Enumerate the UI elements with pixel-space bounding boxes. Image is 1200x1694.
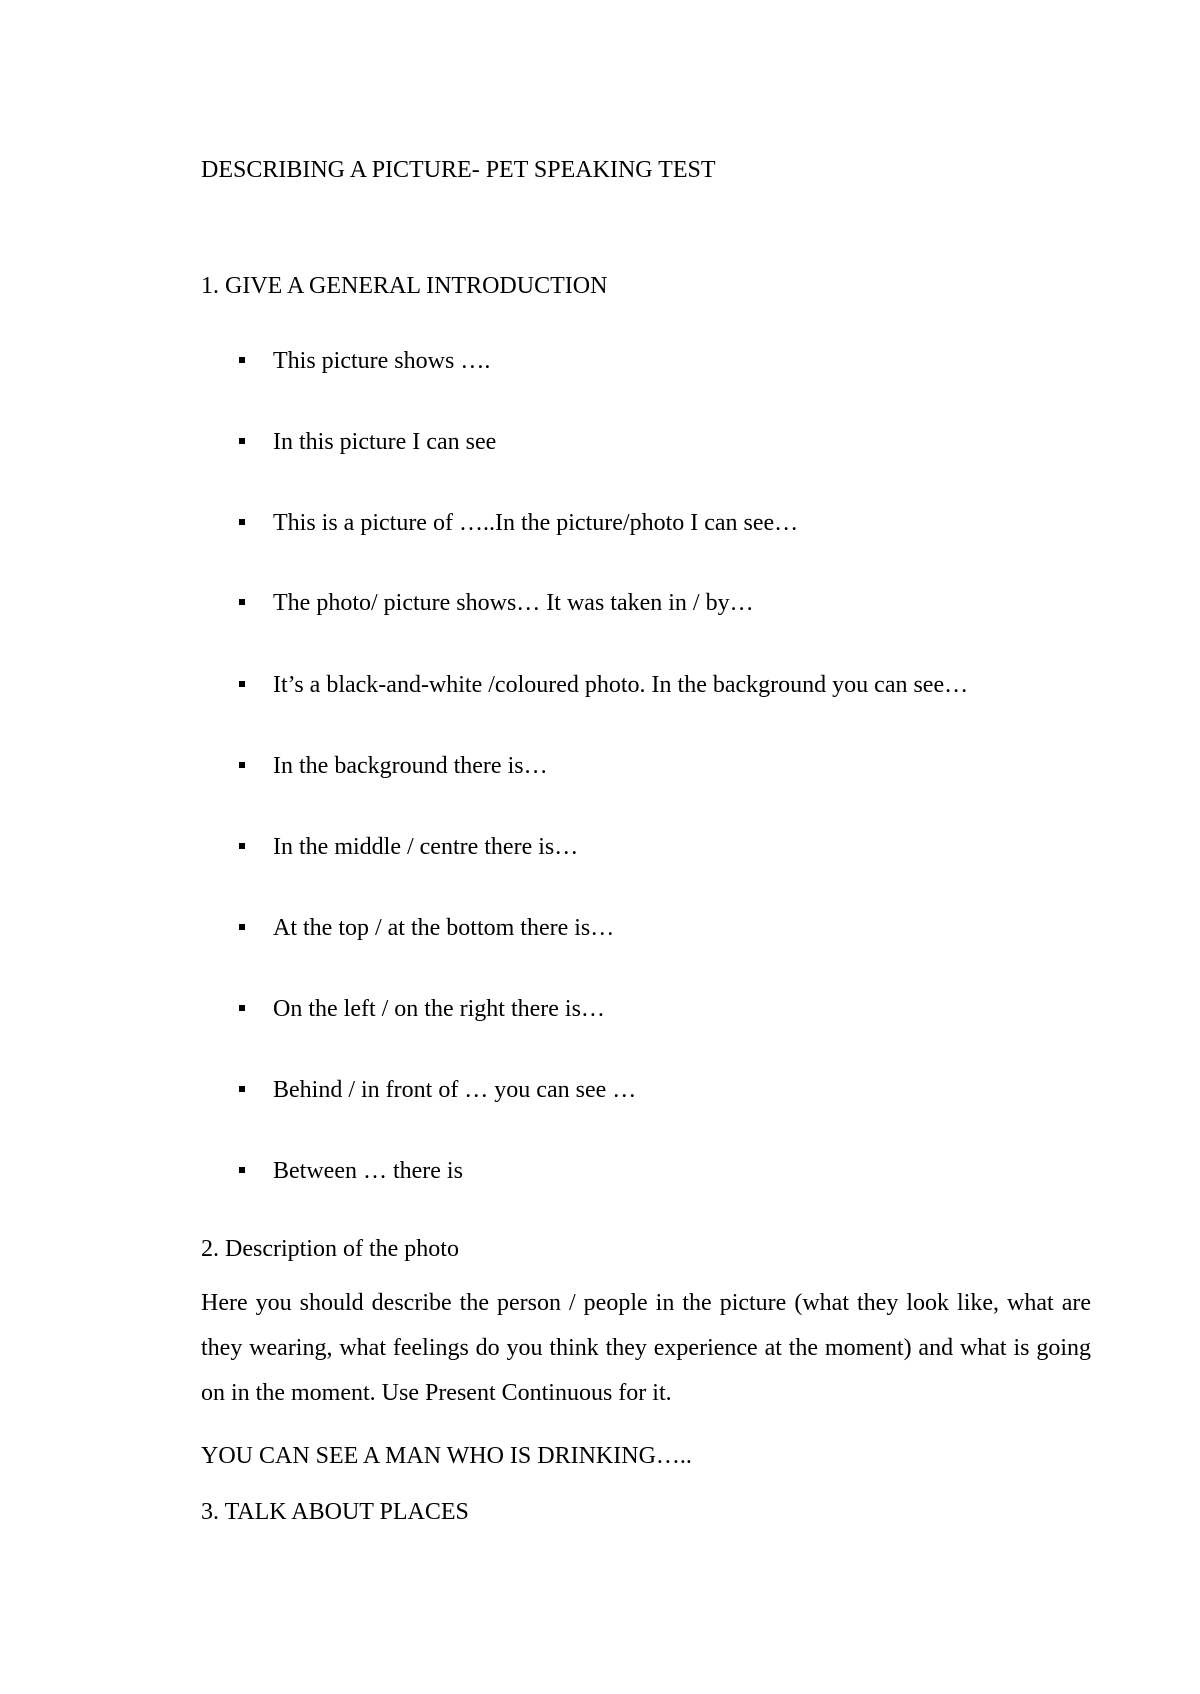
list-item-text: On the left / on the right there is… xyxy=(273,996,605,1022)
square-bullet-icon xyxy=(239,1005,245,1011)
square-bullet-icon xyxy=(239,924,245,930)
list-item xyxy=(0,346,1200,376)
document-title: DESCRIBING A PICTURE- PET SPEAKING TEST xyxy=(201,157,716,183)
section-2-heading: 2. Description of the photo xyxy=(201,1236,459,1262)
section-2-paragraph: Here you should describe the person / people in the picture (what they look like, what are they wearing, what feelings do you think they experience at the moment) and what is going on in the moment. Use Present Continuous for it. xyxy=(201,1290,1091,1406)
square-bullet-icon xyxy=(239,1086,245,1092)
square-bullet-icon xyxy=(239,762,245,768)
list-item-text: Between … there is xyxy=(273,1158,463,1184)
square-bullet-icon xyxy=(239,519,245,525)
list-item-text: This is a picture of …..In the picture/photo I can see… xyxy=(273,510,799,536)
list-item xyxy=(0,751,1200,781)
list-item xyxy=(0,913,1200,943)
list-item-text: This picture shows …. xyxy=(273,348,491,374)
list-item xyxy=(0,832,1200,862)
list-item-text: In the middle / centre there is… xyxy=(273,834,579,860)
list-item-text: The photo/ picture shows… It was taken in / by… xyxy=(273,590,754,616)
list-item xyxy=(0,670,1200,700)
list-item xyxy=(0,508,1200,538)
list-item-text: Behind / in front of … you can see … xyxy=(273,1077,637,1103)
list-item-text: It’s a black-and-white /coloured photo. In the background you can see… xyxy=(273,672,969,698)
square-bullet-icon xyxy=(239,438,245,444)
square-bullet-icon xyxy=(239,843,245,849)
list-item-text: At the top / at the bottom there is… xyxy=(273,915,615,941)
list-item xyxy=(0,994,1200,1024)
list-item-text: In this picture I can see xyxy=(273,429,497,455)
square-bullet-icon xyxy=(239,599,245,605)
section-2-example: YOU CAN SEE A MAN WHO IS DRINKING….. xyxy=(201,1443,692,1469)
list-item xyxy=(0,588,1200,618)
section-1-heading: 1. GIVE A GENERAL INTRODUCTION xyxy=(201,273,608,299)
square-bullet-icon xyxy=(239,1167,245,1173)
list-item xyxy=(0,1156,1200,1186)
square-bullet-icon xyxy=(239,681,245,687)
list-item-text: In the background there is… xyxy=(273,753,548,779)
section-3-heading: 3. TALK ABOUT PLACES xyxy=(201,1499,469,1525)
list-item xyxy=(0,427,1200,457)
list-item xyxy=(0,1075,1200,1105)
square-bullet-icon xyxy=(239,357,245,363)
